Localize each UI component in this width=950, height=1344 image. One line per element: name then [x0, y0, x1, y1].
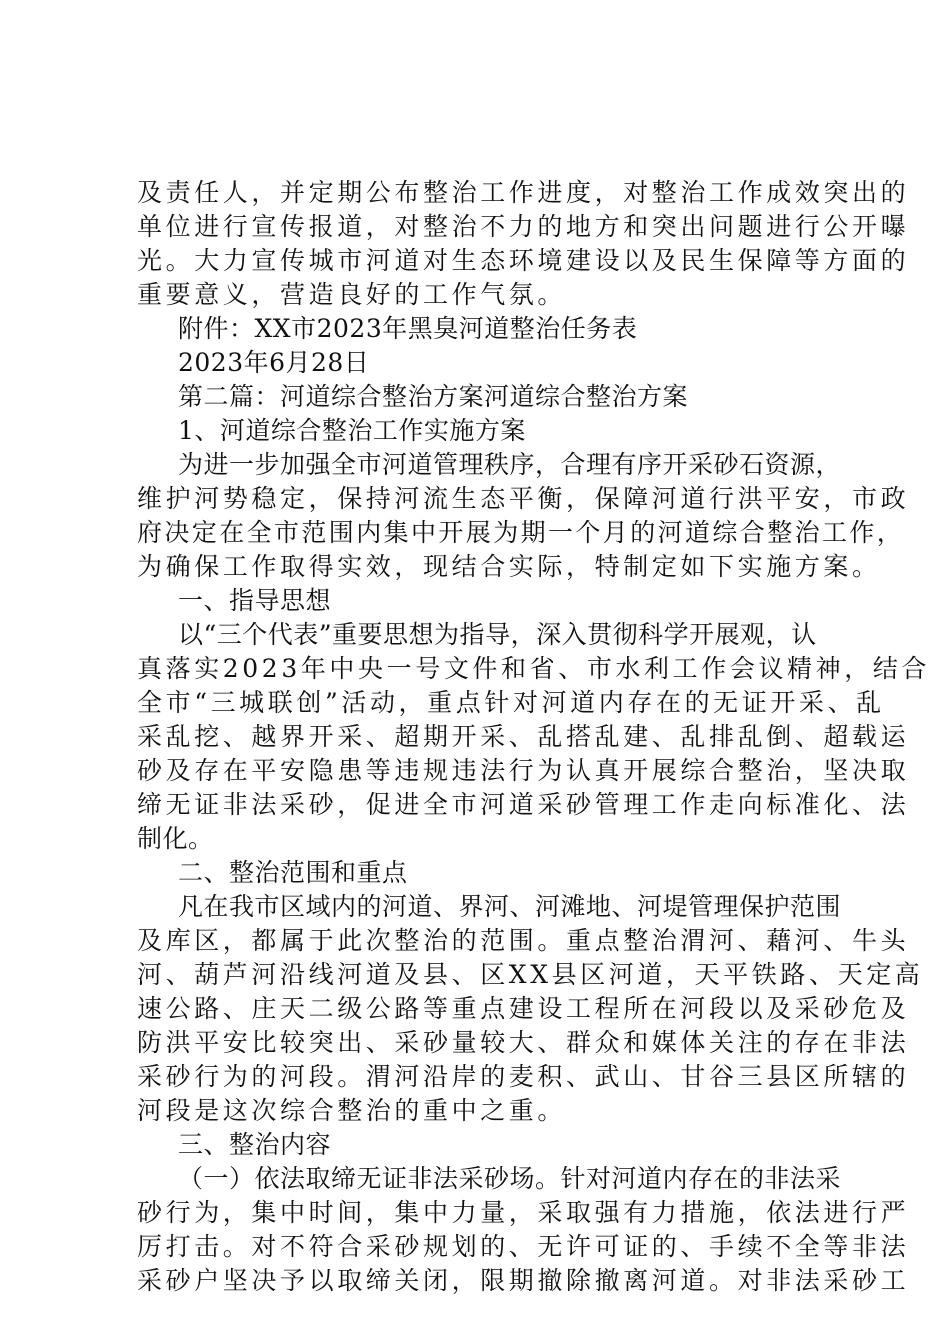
text-line: 河段是这次综合整治的重中之重。	[137, 1096, 567, 1125]
text-line: 维护河势稳定，保持河流生态平衡，保障河道行洪平安，市政	[137, 484, 910, 513]
text-line: 真落实2023年中央一号文件和省、市水利工作会议精神，结合	[137, 654, 931, 683]
text-line: 为确保工作取得实效，现结合实际，特制定如下实施方案。	[137, 552, 881, 581]
text-line: 制化。	[137, 824, 214, 853]
text-line: 砂及存在平安隐患等违规违法行为认真开展综合整治，坚决取	[137, 756, 910, 785]
attachment-line: 附件：XX市2023年黑臭河道整治任务表	[178, 314, 638, 343]
text-line: 单位进行宣传报道，对整治不力的地方和突出问题进行公开曝	[137, 212, 910, 241]
heading-scope: 二、整治范围和重点	[178, 858, 408, 887]
date-line: 2023年6月28日	[178, 348, 370, 377]
text-line: 采砂户坚决予以取缔关闭，限期撤除撤离河道。对非法采砂工	[137, 1266, 910, 1295]
heading-content: 三、整治内容	[178, 1130, 332, 1159]
text-line: 为进一步加强全市河道管理秩序，合理有序开采砂石资源，	[178, 450, 842, 479]
text-line: 砂行为，集中时间，集中力量，采取强有力措施，依法进行严	[137, 1198, 910, 1227]
text-line: 以“三个代表”重要思想为指导，深入贯彻科学开展观，认	[178, 620, 817, 649]
text-line: 及责任人，并定期公布整治工作进度，对整治工作成效突出的	[137, 178, 910, 207]
text-line: 及库区，都属于此次整治的范围。重点整治渭河、藉河、牛头	[137, 926, 910, 955]
subsection-title: 1、河道综合整治工作实施方案	[178, 416, 526, 445]
text-line: 凡在我市区域内的河道、界河、河滩地、河堤管理保护范围	[178, 892, 842, 921]
section-title: 第二篇：河道综合整治方案河道综合整治方案	[178, 382, 689, 411]
text-line: 河、葫芦河沿线河道及县、区XX县区河道，天平铁路、天定高	[137, 960, 924, 989]
text-line: 防洪平安比较突出、采砂量较大、群众和媒体关注的存在非法	[137, 1028, 910, 1057]
text-line: 缔无证非法采砂，促进全市河道采砂管理工作走向标准化、法	[137, 790, 910, 819]
text-line: 厉打击。对不符合采砂规划的、无许可证的、手续不全等非法	[137, 1232, 910, 1261]
text-line: 重要意义，营造良好的工作气氛。	[137, 280, 567, 309]
text-line: （一）依法取缔无证非法采砂场。针对河道内存在的非法采	[178, 1164, 842, 1193]
text-line: 速公路、庄天二级公路等重点建设工程所在河段以及采砂危及	[137, 994, 910, 1023]
text-line: 全市“三城联创”活动，重点针对河道内存在的无证开采、乱	[137, 688, 885, 717]
text-line: 采乱挖、越界开采、超期开采、乱搭乱建、乱排乱倒、超载运	[137, 722, 910, 751]
heading-guiding-thought: 一、指导思想	[178, 586, 332, 615]
text-line: 府决定在全市范围内集中开展为期一个月的河道综合整治工作，	[137, 518, 905, 547]
text-line: 采砂行为的河段。渭河沿岸的麦积、武山、甘谷三县区所辖的	[137, 1062, 910, 1091]
text-line: 光。大力宣传城市河道对生态环境建设以及民生保障等方面的	[137, 246, 910, 275]
